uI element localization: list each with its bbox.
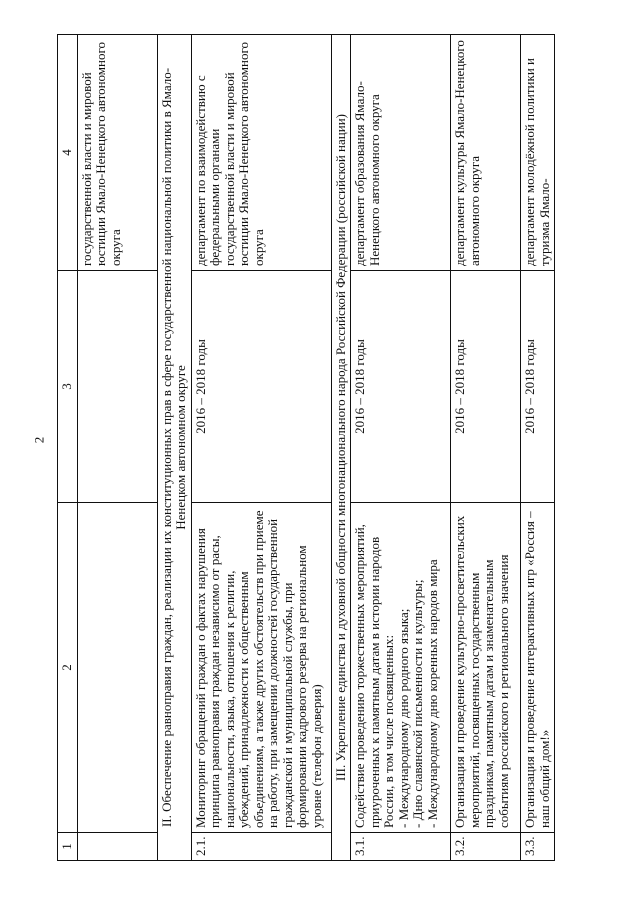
table-row [521,35,555,861]
rotated-page-area [57,35,635,861]
row-period: 2016 – 2018 годы [191,271,331,503]
section-title-row [331,35,351,861]
section-title-row [157,35,191,861]
row-number: 2.1. [191,833,331,861]
row-action: Содействие проведению торжественных мероприятий, приуроченных к памятным датам в истории народов России, в том числе посвященных: - Международному дню родного языка; - Дню славянской письменности и культуры; - Международному дню коренных народов мира [351,503,451,833]
section-2-title: II. Обеспечение равноправия граждан, реализации их конституционных прав в сфере государственной национальной политики в Ямало-Ненецком автономном округе [157,35,191,861]
continuation-row [77,35,157,861]
row-period: 2016 – 2018 годы [451,271,521,503]
page-number: 2 [31,436,47,444]
row-action: Мониторинг обращений граждан о фактах нарушения принципа равноправия граждан независимо от расы, национальности, языка, отношения к религии, убеждений, принадлежности к общественным объединениям, а также других обстоятельств при приеме на работу, при замещении должностей государственной гражданской и муниципальной службы, при формировании кадрового резерва на региональном уровне (телефон доверия) [191,503,331,833]
table-row [191,35,331,861]
row-action: Организация и проведение интерактивных игр «Россия – наш общий дом!» [521,503,555,833]
row-number: 3.3. [521,833,555,861]
cell-empty [77,503,157,833]
header-row [58,35,78,861]
plan-table [57,34,555,861]
header-col-3: 3 [58,271,78,503]
continuation-executor: государственной власти и мировой юстиции Ямало-Ненецкого автономного округа [77,35,157,271]
row-executor: департамент молодёжной политики и туризма Ямало- [521,35,555,271]
row-number: 3.1. [351,833,451,861]
cell-empty [77,271,157,503]
row-executor: департамент по взаимодействию с федеральными органами государственной власти и мировой юстиции Ямало-Ненецкого автономного округа [191,35,331,271]
row-action: Организация и проведение культурно-просветительских мероприятий, посвященных государственным праздникам, памятным датам и знаменательным событиям российского и регионального значения [451,503,521,833]
header-col-4: 4 [58,35,78,271]
row-number: 3.2. [451,833,521,861]
header-col-1: 1 [58,833,78,861]
row-executor: департамент культуры Ямало-Ненецкого автономного округа [451,35,521,271]
row-executor: департамент образования Ямало-Ненецкого автономного округа [351,35,451,271]
table-row [351,35,451,861]
section-3-title: III. Укрепление единства и духовной общности многонационального народа Российской Федерации (российской нации) [331,35,351,861]
row-period: 2016 – 2018 годы [521,271,555,503]
document-table-container [57,35,635,861]
cell-empty [77,833,157,861]
table-row [451,35,521,861]
header-col-2: 2 [58,503,78,833]
row-period: 2016 – 2018 годы [351,271,451,503]
